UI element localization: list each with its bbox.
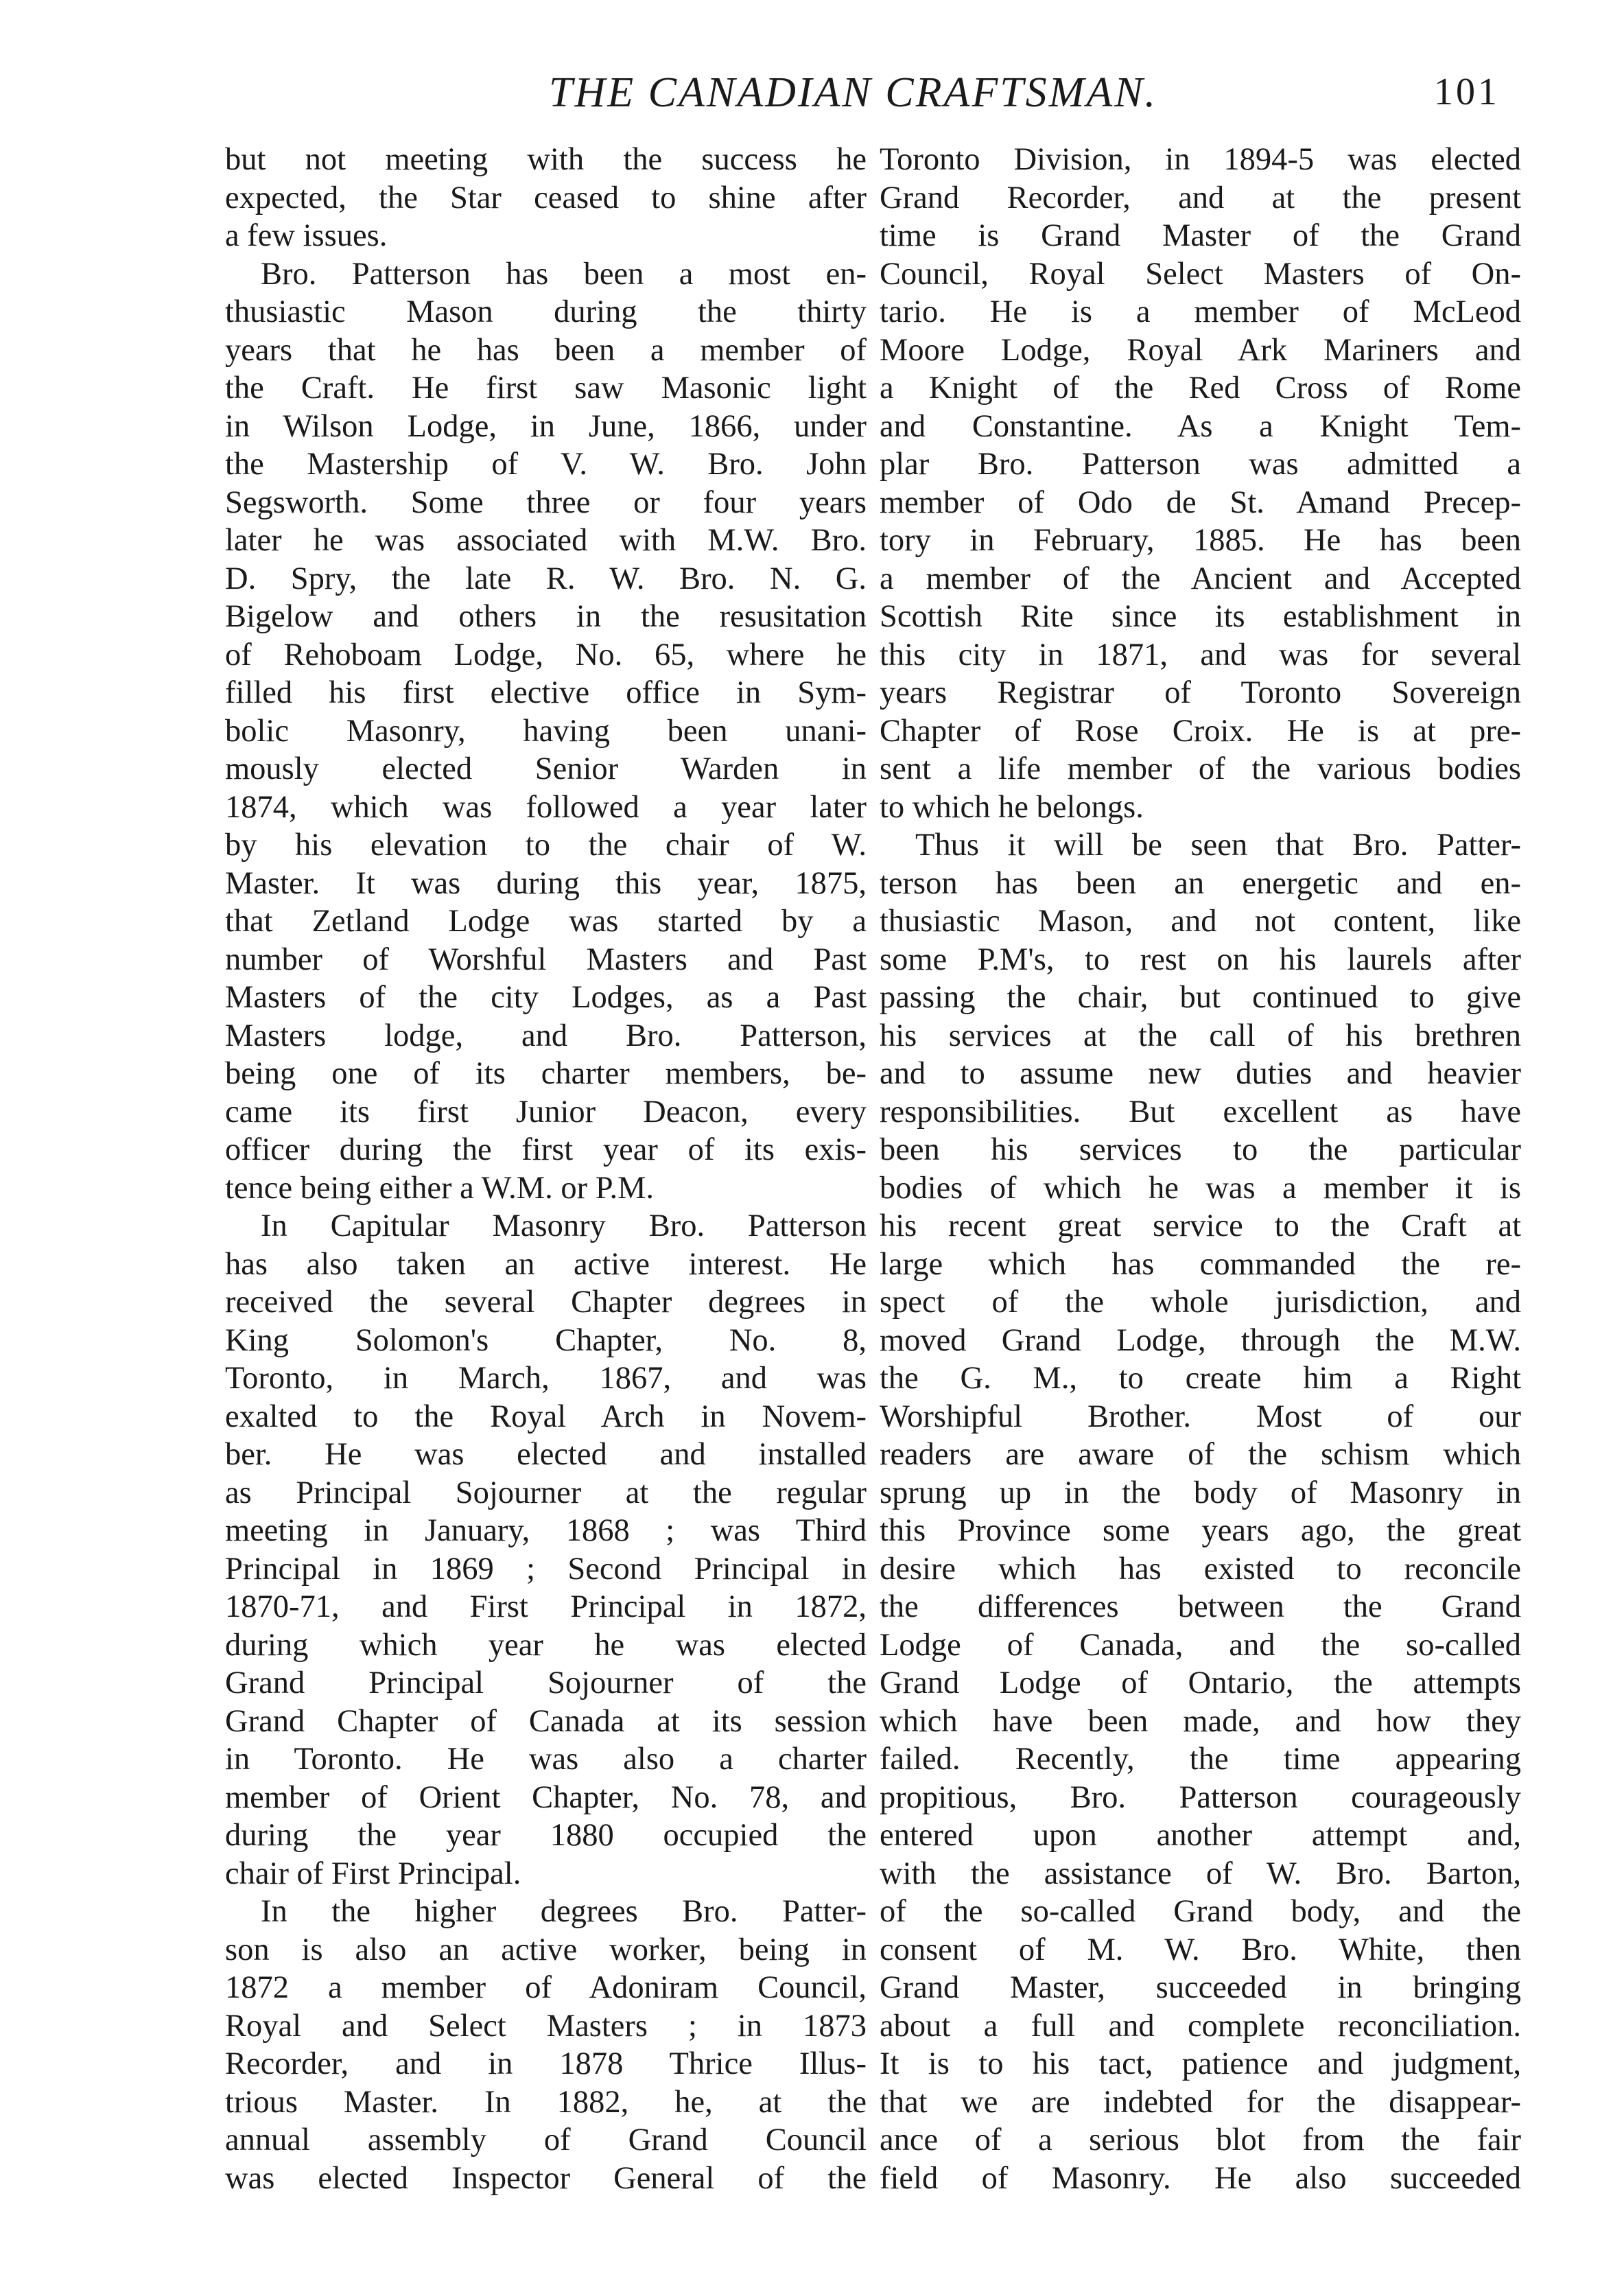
text-line: this city in 1871, and was for several [880,637,1521,673]
text-line: Chapter of Rose Croix. He is at pre- [880,713,1521,749]
text-line: Toronto, in March, 1867, and was [225,1361,867,1396]
text-line: that Zetland Lodge was started by a [225,904,867,939]
text-line: of Rehoboam Lodge, No. 65, where he [225,637,867,673]
text-line: sent a life member of the various bodies [880,751,1521,786]
text-line: Grand Principal Sojourner of the [225,1665,867,1700]
text-line: bolic Masonry, having been unani- [225,713,867,749]
text-line: member of Odo de St. Amand Precep- [880,484,1521,520]
text-line: Grand Lodge of Ontario, the attempts [880,1665,1521,1700]
text-line: Thus it will be seen that Bro. Patter- [915,828,1521,863]
text-line: spect of the whole jurisdiction, and [880,1285,1521,1320]
text-line: with the assistance of W. Bro. Barton, [880,1856,1521,1891]
text-line: in Toronto. He was also a charter [225,1742,867,1777]
text-line: the G. M., to create him a Right [880,1361,1521,1396]
text-line: plar Bro. Patterson was admitted a [880,447,1521,482]
text-line: terson has been an energetic and en- [880,865,1521,901]
text-line: propitious, Bro. Patterson courageously [880,1779,1521,1815]
text-line: later he was associated with M.W. Bro. [225,523,867,558]
text-line: Lodge of Canada, and the so-called [880,1627,1521,1663]
text-line: 1870-71, and First Principal in 1872, [225,1589,867,1624]
text-line: King Solomon's Chapter, No. 8, [225,1322,867,1358]
text-line: his services at the call of his brethren [880,1018,1521,1053]
text-line: exalted to the Royal Arch in Novem- [225,1399,867,1434]
text-line: chair of First Principal. [225,1856,521,1891]
text-line: which have been made, and how they [880,1703,1521,1739]
text-line: was elected Inspector General of the [225,2160,867,2196]
text-line: that we are indebted for the disappear- [880,2084,1521,2120]
text-line: Royal and Select Masters ; in 1873 [225,2008,867,2044]
text-line: been his services to the particular [880,1132,1521,1167]
text-line: trious Master. In 1882, he, at the [225,2084,867,2120]
text-line: thusiastic Mason, and not content, like [880,904,1521,939]
text-line: of the so-called Grand body, and the [880,1894,1521,1929]
text-line: by his elevation to the chair of W. [225,828,867,863]
text-line: Masters lodge, and Bro. Patterson, [225,1018,867,1053]
text-line: Segsworth. Some three or four years [225,484,867,520]
text-line: It is to his tact, patience and judgment, [880,2046,1521,2081]
text-line: during the year 1880 occupied the [225,1818,867,1853]
text-line: Master. It was during this year, 1875, [225,865,867,901]
text-line: mously elected Senior Warden in [225,751,867,786]
text-line: desire which has existed to reconcile [880,1551,1521,1587]
text-line: entered upon another attempt and, [880,1818,1521,1853]
text-line: tence being either a W.M. or P.M. [225,1170,655,1206]
text-line: In Capitular Masonry Bro. Patterson [261,1208,867,1243]
text-line: being one of its charter members, be- [225,1056,867,1091]
running-title: THE CANADIAN CRAFTSMAN. [549,69,1158,116]
text-line: and to assume new duties and heavier [880,1056,1521,1091]
right-text-column [880,141,1521,2197]
text-line: this Province some years ago, the great [880,1513,1521,1548]
text-line: Masters of the city Lodges, as a Past [225,980,867,1015]
text-line: bodies of which he was a member it is [880,1170,1521,1206]
text-line: a few issues. [225,218,388,253]
text-line: ber. He was elected and installed [225,1437,867,1472]
text-line: sprung up in the body of Masonry in [880,1475,1521,1510]
text-line: and Constantine. As a Knight Tem- [880,408,1521,444]
text-line: failed. Recently, the time appearing [880,1742,1521,1777]
text-line: readers are aware of the schism which [880,1437,1521,1472]
text-line: the Craft. He first saw Masonic light [225,371,867,406]
text-line: a Knight of the Red Cross of Rome [880,371,1521,406]
text-line: annual assembly of Grand Council [225,2123,867,2157]
text-line: Principal in 1869 ; Second Principal in [225,1551,867,1587]
text-line: filled his first elective office in Sym- [225,675,867,710]
text-line: meeting in January, 1868 ; was Third [225,1513,867,1548]
text-line: years Registrar of Toronto Sovereign [880,675,1521,710]
text-line: 1872 a member of Adoniram Council, [225,1970,867,2005]
text-line: Scottish Rite since its establishment in [880,599,1521,634]
left-text-column [225,141,867,2197]
text-line: Grand Recorder, and at the present [880,180,1521,215]
text-line: but not meeting with the success he [225,142,867,177]
text-line: in Wilson Lodge, in June, 1866, under [225,408,867,444]
text-line: member of Orient Chapter, No. 78, and [225,1779,867,1815]
text-line: thusiastic Mason during the thirty [225,294,867,329]
text-line: came its first Junior Deacon, every [225,1094,867,1130]
text-line: to which he belongs. [880,789,1144,825]
text-line: In the higher degrees Bro. Patter- [261,1894,867,1929]
text-line: as Principal Sojourner at the regular [225,1475,867,1510]
text-line: officer during the first year of its exis- [225,1132,867,1167]
text-line: 1874, which was followed a year later [225,789,867,825]
text-line: Grand Chapter of Canada at its session [225,1703,867,1739]
text-line: number of Worshful Masters and Past [225,942,867,977]
text-line: his recent great service to the Craft at [880,1208,1521,1243]
text-line: some P.M's, to rest on his laurels after [880,942,1521,977]
text-line: field of Masonry. He also succeeded [880,2160,1521,2196]
text-line: responsibilities. But excellent as have [880,1094,1521,1130]
text-line: a member of the Ancient and Accepted [880,561,1521,596]
text-line: ance of a serious blot from the fair [880,2123,1521,2157]
text-line: Worshipful Brother. Most of our [880,1399,1521,1434]
text-line: received the several Chapter degrees in [225,1285,867,1320]
text-line: during which year he was elected [225,1627,867,1663]
text-line: Grand Master, succeeded in bringing [880,1970,1521,2005]
text-line: Bigelow and others in the resusitation [225,599,867,634]
text-line: D. Spry, the late R. W. Bro. N. G. [225,561,867,596]
page-number: 101 [1434,71,1500,113]
text-line: Council, Royal Select Masters of On- [880,256,1521,292]
text-line: large which has commanded the re- [880,1246,1521,1282]
text-line: Recorder, and in 1878 Thrice Illus- [225,2046,867,2081]
text-line: time is Grand Master of the Grand [880,218,1521,253]
page-header [0,63,1624,118]
text-line: consent of M. W. Bro. White, then [880,1932,1521,1967]
text-line: the differences between the Grand [880,1589,1521,1624]
text-line: passing the chair, but continued to give [880,980,1521,1015]
text-line: about a full and complete reconciliation. [880,2008,1521,2044]
text-line: Bro. Patterson has been a most en- [261,256,867,292]
text-line: Toronto Division, in 1894-5 was elected [880,142,1521,177]
text-line: the Mastership of V. W. Bro. John [225,447,867,482]
text-line: tario. He is a member of McLeod [880,294,1521,329]
text-line: tory in February, 1885. He has been [880,523,1521,558]
text-line: moved Grand Lodge, through the M.W. [880,1322,1521,1358]
text-line: years that he has been a member of [225,332,867,368]
text-line: has also taken an active interest. He [225,1246,867,1282]
text-line: expected, the Star ceased to shine after [225,180,867,215]
text-line: Moore Lodge, Royal Ark Mariners and [880,332,1521,368]
text-line: son is also an active worker, being in [225,1932,867,1967]
